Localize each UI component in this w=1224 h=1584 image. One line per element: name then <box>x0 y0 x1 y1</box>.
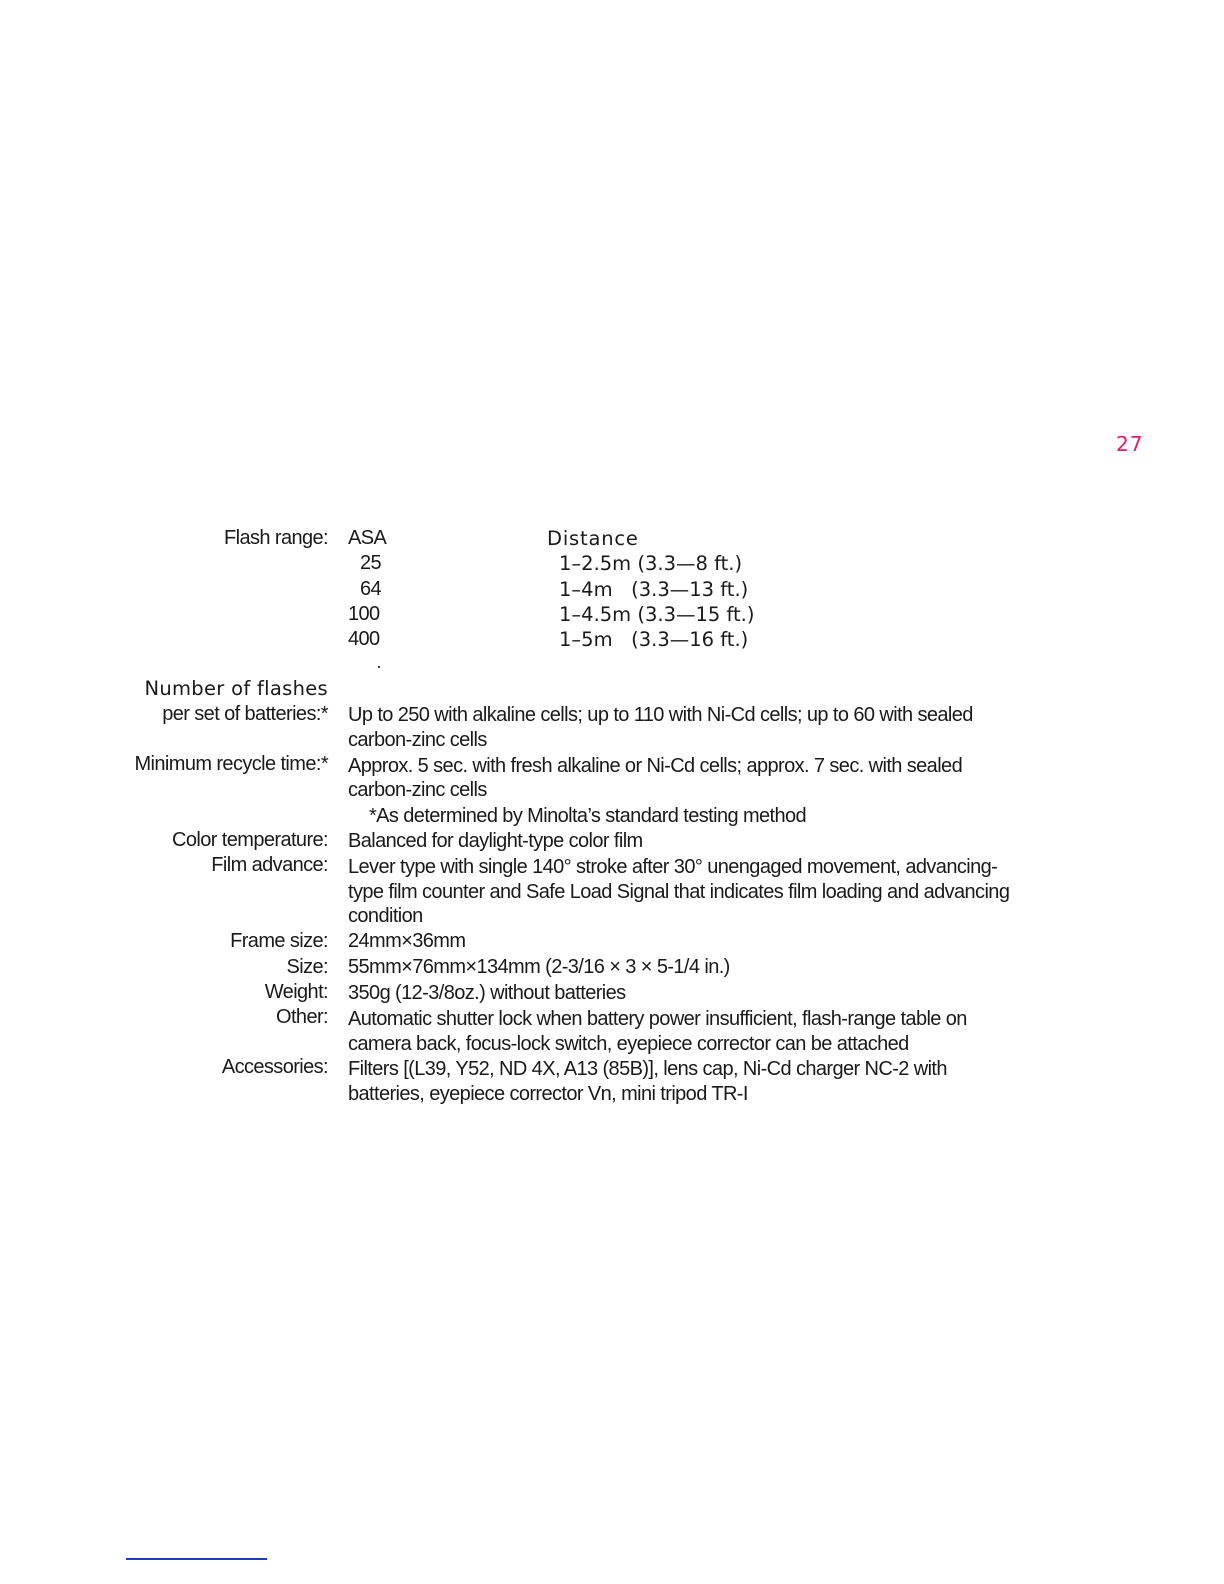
recycle-label: Minimum recycle time:* <box>134 753 328 775</box>
distance-column-header: Distance <box>547 527 639 550</box>
other-value-line1: Automatic shutter lock when battery power insufficient, flash-range table on <box>348 1008 967 1030</box>
color-temperature-value: Balanced for daylight-type color film <box>348 830 643 852</box>
flashes-value-line2: carbon-zinc cells <box>348 729 487 751</box>
film-advance-value-line3: condition <box>348 905 423 927</box>
flashes-value-line1: Up to 250 with alkaline cells; up to 110 with Ni-Cd cells; up to 60 with sealed <box>348 704 973 726</box>
recycle-value-line2: carbon-zinc cells <box>348 779 487 801</box>
frame-size-value: 24mm×36mm <box>348 930 466 952</box>
footer-rule <box>126 1558 267 1560</box>
flashes-label-line2: per set of batteries:* <box>162 703 328 725</box>
flash-range-label: Flash range: <box>224 527 328 549</box>
other-label: Other: <box>276 1006 328 1028</box>
film-advance-value-line2: type film counter and Safe Load Signal that indicates film loading and advancing <box>348 881 1010 903</box>
accessories-label: Accessories: <box>221 1056 328 1078</box>
asa-column-header: ASA <box>348 527 387 549</box>
flashes-label-line1: Number of flashes <box>144 677 328 700</box>
weight-value: 350g (12-3/8oz.) without batteries <box>348 982 626 1004</box>
asa-value: 25 <box>360 552 382 574</box>
film-advance-value-line1: Lever type with single 140° stroke after 30° unengaged movement, advancing- <box>348 856 998 878</box>
distance-value: 1–5m (3.3—16 ft.) <box>559 628 749 651</box>
stray-mark <box>378 666 380 668</box>
footnote: *As determined by Minolta’s standard testing method <box>369 805 807 827</box>
size-label: Size: <box>286 956 328 978</box>
accessories-value-line1: Filters [(L39, Y52, ND 4X, A13 (85B)], lens cap, Ni-Cd charger NC-2 with <box>348 1058 947 1080</box>
other-value-line2: camera back, focus-lock switch, eyepiece corrector can be attached <box>348 1033 909 1055</box>
asa-value: 64 <box>360 578 382 600</box>
accessories-value-line2: batteries, eyepiece corrector Vn, mini tripod TR-I <box>348 1083 748 1105</box>
asa-value: 100 <box>348 603 380 625</box>
weight-label: Weight: <box>264 981 328 1003</box>
color-temperature-label: Color temperature: <box>172 829 328 851</box>
film-advance-label: Film advance: <box>211 854 328 876</box>
asa-value: 400 <box>348 628 380 650</box>
size-value: 55mm×76mm×134mm (2-3/16 × 3 × 5-1/4 in.) <box>348 956 730 978</box>
distance-value: 1–4m (3.3—13 ft.) <box>559 578 749 601</box>
frame-size-label: Frame size: <box>230 930 328 952</box>
distance-value: 1–4.5m (3.3—15 ft.) <box>559 603 755 626</box>
page-number: 27 <box>1116 432 1144 456</box>
distance-value: 1–2.5m (3.3—8 ft.) <box>559 552 743 575</box>
recycle-value-line1: Approx. 5 sec. with fresh alkaline or Ni-Cd cells; approx. 7 sec. with sealed <box>348 755 963 777</box>
